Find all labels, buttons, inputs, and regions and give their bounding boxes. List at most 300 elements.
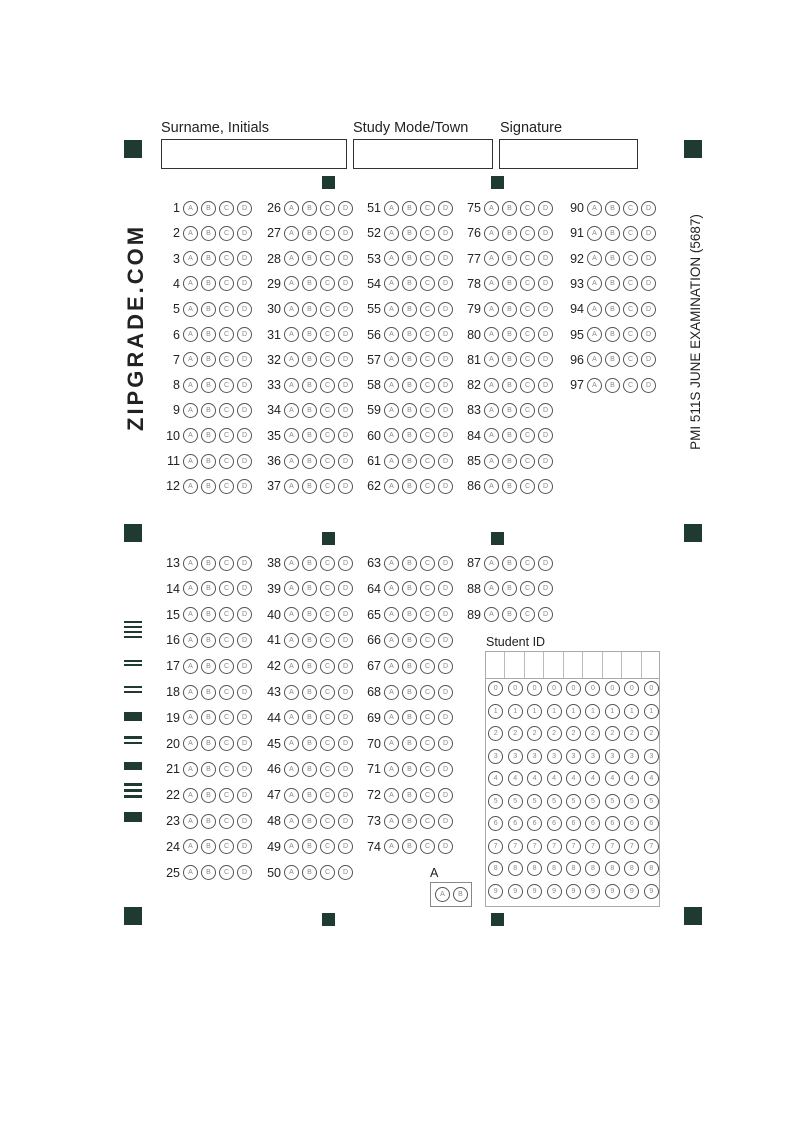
answer-bubble[interactable]: C <box>219 762 234 777</box>
answer-bubble[interactable]: C <box>219 276 234 291</box>
answer-bubble[interactable]: A <box>384 581 399 596</box>
answer-bubble[interactable]: C <box>520 556 535 571</box>
answer-bubble[interactable]: A <box>183 814 198 829</box>
answer-bubble[interactable]: B <box>402 659 417 674</box>
answer-bubble[interactable]: C <box>520 201 535 216</box>
answer-bubble[interactable]: B <box>302 556 317 571</box>
answer-bubble[interactable]: A <box>384 659 399 674</box>
answer-bubble[interactable]: B <box>402 607 417 622</box>
student-id-bubble[interactable]: 7 <box>624 839 639 854</box>
answer-bubble[interactable]: A <box>587 327 602 342</box>
student-id-bubble[interactable]: 0 <box>547 681 562 696</box>
answer-bubble[interactable]: A <box>284 276 299 291</box>
answer-bubble[interactable]: B <box>502 479 517 494</box>
answer-bubble[interactable]: C <box>420 556 435 571</box>
answer-bubble[interactable]: B <box>605 226 620 241</box>
answer-bubble[interactable]: A <box>484 607 499 622</box>
answer-bubble[interactable]: A <box>384 788 399 803</box>
answer-bubble[interactable]: A <box>587 352 602 367</box>
answer-bubble[interactable]: B <box>402 201 417 216</box>
answer-bubble[interactable]: B <box>201 762 216 777</box>
answer-bubble[interactable]: D <box>438 633 453 648</box>
student-id-bubble[interactable]: 9 <box>605 884 620 899</box>
answer-bubble[interactable]: D <box>338 607 353 622</box>
answer-bubble[interactable]: B <box>502 251 517 266</box>
answer-bubble[interactable]: D <box>538 201 553 216</box>
student-id-bubble[interactable]: 6 <box>566 816 581 831</box>
student-id-bubble[interactable]: 2 <box>585 726 600 741</box>
answer-bubble[interactable]: C <box>320 479 335 494</box>
answer-bubble[interactable]: A <box>284 839 299 854</box>
student-id-bubble[interactable]: 5 <box>644 794 659 809</box>
student-id-bubble[interactable]: 9 <box>488 884 503 899</box>
answer-bubble[interactable]: A <box>384 302 399 317</box>
answer-bubble[interactable]: D <box>538 607 553 622</box>
answer-bubble[interactable]: B <box>402 403 417 418</box>
answer-bubble[interactable]: D <box>438 685 453 700</box>
answer-bubble[interactable]: A <box>384 607 399 622</box>
student-id-bubble[interactable]: 6 <box>644 816 659 831</box>
answer-bubble[interactable]: B <box>302 814 317 829</box>
answer-bubble[interactable]: B <box>201 428 216 443</box>
student-id-bubble[interactable]: 4 <box>605 771 620 786</box>
answer-bubble[interactable]: B <box>302 403 317 418</box>
student-id-bubble[interactable]: 1 <box>547 704 562 719</box>
answer-bubble[interactable]: D <box>237 581 252 596</box>
answer-bubble[interactable]: B <box>302 865 317 880</box>
answer-bubble[interactable]: D <box>237 556 252 571</box>
answer-bubble[interactable]: D <box>338 428 353 443</box>
answer-bubble[interactable]: D <box>237 251 252 266</box>
answer-bubble[interactable]: D <box>438 762 453 777</box>
answer-bubble[interactable]: B <box>402 428 417 443</box>
answer-bubble[interactable]: C <box>420 201 435 216</box>
answer-bubble[interactable]: B <box>402 352 417 367</box>
answer-bubble[interactable]: B <box>605 352 620 367</box>
surname-field[interactable] <box>161 139 347 169</box>
answer-bubble[interactable]: B <box>302 581 317 596</box>
answer-bubble[interactable]: C <box>520 226 535 241</box>
answer-bubble[interactable]: D <box>237 865 252 880</box>
answer-bubble[interactable]: B <box>605 251 620 266</box>
answer-bubble[interactable]: D <box>538 428 553 443</box>
student-id-bubble[interactable]: 9 <box>566 884 581 899</box>
answer-bubble[interactable]: A <box>284 556 299 571</box>
student-id-write-cell[interactable] <box>564 652 583 678</box>
answer-bubble[interactable]: C <box>219 428 234 443</box>
answer-bubble[interactable]: D <box>338 839 353 854</box>
answer-bubble[interactable]: A <box>484 251 499 266</box>
answer-bubble[interactable]: D <box>438 276 453 291</box>
student-id-bubble[interactable]: 4 <box>488 771 503 786</box>
student-id-write-cell[interactable] <box>525 652 544 678</box>
answer-bubble[interactable]: D <box>237 226 252 241</box>
answer-bubble[interactable]: A <box>384 378 399 393</box>
student-id-bubble[interactable]: 4 <box>508 771 523 786</box>
answer-bubble[interactable]: A <box>183 556 198 571</box>
answer-bubble[interactable]: D <box>237 788 252 803</box>
answer-bubble[interactable]: B <box>201 659 216 674</box>
answer-bubble[interactable]: B <box>201 479 216 494</box>
student-id-bubble[interactable]: 4 <box>566 771 581 786</box>
answer-bubble[interactable]: B <box>302 251 317 266</box>
student-id-bubble[interactable]: 0 <box>527 681 542 696</box>
answer-bubble[interactable]: A <box>587 201 602 216</box>
student-id-bubble[interactable]: 5 <box>624 794 639 809</box>
answer-bubble[interactable]: D <box>438 378 453 393</box>
student-id-bubble[interactable]: 8 <box>527 861 542 876</box>
answer-bubble[interactable]: B <box>402 302 417 317</box>
answer-bubble[interactable]: A <box>384 839 399 854</box>
answer-bubble[interactable]: C <box>219 581 234 596</box>
student-id-bubble[interactable]: 0 <box>585 681 600 696</box>
answer-bubble[interactable]: D <box>641 276 656 291</box>
answer-bubble[interactable]: B <box>502 454 517 469</box>
answer-bubble[interactable]: D <box>338 378 353 393</box>
answer-bubble[interactable]: D <box>538 302 553 317</box>
answer-bubble[interactable]: A <box>284 736 299 751</box>
answer-bubble[interactable]: B <box>402 556 417 571</box>
answer-bubble[interactable]: C <box>219 251 234 266</box>
answer-bubble[interactable]: B <box>302 710 317 725</box>
answer-bubble[interactable]: B <box>302 736 317 751</box>
answer-bubble[interactable]: A <box>384 454 399 469</box>
answer-bubble[interactable]: C <box>219 710 234 725</box>
student-id-bubble[interactable]: 8 <box>547 861 562 876</box>
answer-bubble[interactable]: B <box>201 865 216 880</box>
student-id-bubble[interactable]: 7 <box>527 839 542 854</box>
student-id-bubble[interactable]: 1 <box>624 704 639 719</box>
answer-bubble[interactable]: B <box>502 378 517 393</box>
answer-bubble[interactable]: A <box>484 428 499 443</box>
answer-bubble[interactable]: C <box>420 378 435 393</box>
answer-bubble[interactable]: C <box>219 865 234 880</box>
student-id-bubble[interactable]: 0 <box>488 681 503 696</box>
student-id-bubble[interactable]: 1 <box>508 704 523 719</box>
answer-bubble[interactable]: A <box>384 556 399 571</box>
answer-bubble[interactable]: A <box>484 327 499 342</box>
answer-bubble[interactable]: C <box>320 814 335 829</box>
answer-bubble[interactable]: A <box>183 685 198 700</box>
answer-bubble[interactable]: B <box>502 201 517 216</box>
student-id-bubble[interactable]: 4 <box>527 771 542 786</box>
answer-bubble[interactable]: B <box>502 352 517 367</box>
student-id-bubble[interactable]: 6 <box>605 816 620 831</box>
answer-bubble[interactable]: A <box>484 556 499 571</box>
student-id-bubble[interactable]: 4 <box>585 771 600 786</box>
student-id-write-cell[interactable] <box>505 652 524 678</box>
answer-bubble[interactable]: B <box>605 327 620 342</box>
answer-bubble[interactable]: A <box>183 352 198 367</box>
student-id-bubble[interactable]: 3 <box>527 749 542 764</box>
answer-bubble[interactable]: D <box>237 685 252 700</box>
answer-bubble[interactable]: D <box>338 201 353 216</box>
answer-bubble[interactable]: B <box>605 378 620 393</box>
answer-bubble[interactable]: C <box>219 633 234 648</box>
answer-bubble[interactable]: D <box>538 226 553 241</box>
answer-bubble[interactable]: C <box>420 226 435 241</box>
student-id-bubble[interactable]: 4 <box>624 771 639 786</box>
answer-bubble[interactable]: D <box>338 479 353 494</box>
answer-bubble[interactable]: D <box>641 201 656 216</box>
student-id-bubble[interactable]: 7 <box>508 839 523 854</box>
answer-bubble[interactable]: C <box>420 403 435 418</box>
answer-bubble[interactable]: A <box>183 276 198 291</box>
answer-bubble[interactable]: D <box>438 302 453 317</box>
student-id-bubble[interactable]: 7 <box>605 839 620 854</box>
answer-bubble[interactable]: B <box>402 581 417 596</box>
answer-bubble[interactable]: D <box>237 302 252 317</box>
answer-bubble[interactable]: D <box>237 352 252 367</box>
answer-bubble[interactable]: B <box>302 428 317 443</box>
student-id-bubble[interactable]: 8 <box>605 861 620 876</box>
answer-bubble[interactable]: B <box>302 226 317 241</box>
answer-bubble[interactable]: D <box>438 226 453 241</box>
answer-bubble[interactable]: B <box>201 302 216 317</box>
answer-bubble[interactable]: C <box>520 327 535 342</box>
answer-bubble[interactable]: C <box>520 403 535 418</box>
answer-bubble[interactable]: A <box>284 788 299 803</box>
answer-bubble[interactable]: B <box>402 762 417 777</box>
answer-bubble[interactable]: C <box>320 378 335 393</box>
answer-bubble[interactable]: D <box>438 710 453 725</box>
student-id-bubble[interactable]: 5 <box>508 794 523 809</box>
answer-bubble[interactable]: D <box>438 428 453 443</box>
student-id-bubble[interactable]: 7 <box>585 839 600 854</box>
answer-bubble[interactable]: C <box>320 788 335 803</box>
answer-bubble[interactable]: A <box>484 403 499 418</box>
answer-bubble[interactable]: C <box>320 607 335 622</box>
answer-bubble[interactable]: A <box>384 201 399 216</box>
answer-bubble[interactable]: C <box>219 403 234 418</box>
answer-bubble[interactable]: A <box>284 378 299 393</box>
answer-bubble[interactable]: B <box>402 685 417 700</box>
student-id-bubble[interactable]: 8 <box>508 861 523 876</box>
answer-bubble[interactable]: D <box>237 736 252 751</box>
answer-bubble[interactable]: D <box>538 378 553 393</box>
answer-bubble[interactable]: C <box>420 814 435 829</box>
answer-bubble[interactable]: C <box>623 327 638 342</box>
answer-bubble[interactable]: A <box>484 378 499 393</box>
student-id-bubble[interactable]: 3 <box>644 749 659 764</box>
answer-bubble[interactable]: D <box>338 581 353 596</box>
answer-bubble[interactable]: C <box>420 454 435 469</box>
answer-bubble[interactable]: B <box>302 276 317 291</box>
student-id-bubble[interactable]: 6 <box>624 816 639 831</box>
answer-bubble[interactable]: B <box>502 428 517 443</box>
answer-bubble[interactable]: A <box>183 865 198 880</box>
student-id-write-cell[interactable] <box>486 652 505 678</box>
answer-bubble[interactable]: D <box>538 251 553 266</box>
student-id-bubble[interactable]: 2 <box>488 726 503 741</box>
answer-bubble[interactable]: A <box>484 352 499 367</box>
answer-bubble[interactable]: C <box>219 302 234 317</box>
answer-bubble[interactable]: D <box>338 403 353 418</box>
answer-bubble[interactable]: C <box>520 479 535 494</box>
answer-bubble[interactable]: D <box>237 659 252 674</box>
answer-bubble[interactable]: B <box>302 839 317 854</box>
student-id-bubble[interactable]: 3 <box>566 749 581 764</box>
answer-bubble[interactable]: B <box>302 762 317 777</box>
answer-bubble[interactable]: C <box>320 302 335 317</box>
answer-bubble[interactable]: D <box>538 454 553 469</box>
answer-bubble[interactable]: B <box>302 352 317 367</box>
answer-bubble[interactable]: A <box>284 710 299 725</box>
answer-bubble[interactable]: C <box>420 251 435 266</box>
answer-bubble[interactable]: D <box>438 352 453 367</box>
student-id-bubble[interactable]: 0 <box>644 681 659 696</box>
answer-bubble[interactable]: B <box>302 454 317 469</box>
answer-bubble[interactable]: A <box>587 378 602 393</box>
answer-bubble[interactable]: C <box>420 607 435 622</box>
answer-bubble[interactable]: D <box>438 839 453 854</box>
answer-bubble[interactable]: A <box>384 352 399 367</box>
answer-bubble[interactable]: A <box>183 454 198 469</box>
answer-bubble[interactable]: A <box>284 201 299 216</box>
answer-bubble[interactable]: B <box>201 814 216 829</box>
student-id-bubble[interactable]: 1 <box>644 704 659 719</box>
answer-bubble[interactable]: C <box>320 633 335 648</box>
answer-bubble[interactable]: C <box>623 226 638 241</box>
student-id-bubble[interactable]: 4 <box>547 771 562 786</box>
answer-bubble[interactable]: B <box>402 454 417 469</box>
answer-bubble[interactable]: D <box>338 276 353 291</box>
answer-bubble[interactable]: C <box>623 201 638 216</box>
answer-bubble[interactable]: B <box>201 839 216 854</box>
answer-bubble[interactable]: D <box>338 556 353 571</box>
answer-bubble[interactable]: A <box>384 479 399 494</box>
answer-bubble[interactable]: C <box>420 685 435 700</box>
answer-bubble[interactable]: A <box>284 352 299 367</box>
answer-bubble[interactable]: C <box>320 581 335 596</box>
answer-bubble[interactable]: D <box>338 814 353 829</box>
student-id-bubble[interactable]: 3 <box>605 749 620 764</box>
answer-bubble[interactable]: A <box>284 226 299 241</box>
answer-bubble[interactable]: C <box>320 685 335 700</box>
answer-bubble[interactable]: C <box>219 479 234 494</box>
answer-bubble[interactable]: B <box>201 378 216 393</box>
answer-bubble[interactable]: C <box>420 428 435 443</box>
answer-bubble[interactable]: B <box>201 403 216 418</box>
student-id-bubble[interactable]: 2 <box>624 726 639 741</box>
answer-bubble[interactable]: C <box>320 659 335 674</box>
answer-bubble[interactable]: D <box>338 736 353 751</box>
answer-bubble[interactable]: D <box>438 201 453 216</box>
answer-bubble[interactable]: B <box>402 814 417 829</box>
answer-bubble[interactable]: A <box>384 276 399 291</box>
answer-bubble[interactable]: C <box>520 454 535 469</box>
answer-bubble[interactable]: C <box>320 865 335 880</box>
answer-bubble[interactable]: D <box>438 454 453 469</box>
answer-bubble[interactable]: D <box>338 659 353 674</box>
answer-bubble[interactable]: A <box>384 685 399 700</box>
student-id-bubble[interactable]: 9 <box>547 884 562 899</box>
answer-bubble[interactable]: B <box>201 736 216 751</box>
answer-bubble[interactable]: B <box>502 556 517 571</box>
answer-bubble[interactable]: B <box>402 276 417 291</box>
answer-bubble[interactable]: D <box>538 556 553 571</box>
answer-bubble[interactable]: A <box>183 201 198 216</box>
answer-bubble[interactable]: A <box>484 226 499 241</box>
answer-bubble[interactable]: A <box>384 762 399 777</box>
answer-bubble[interactable]: A <box>183 327 198 342</box>
answer-bubble[interactable]: C <box>320 428 335 443</box>
answer-bubble[interactable]: C <box>520 378 535 393</box>
answer-bubble[interactable]: A <box>587 302 602 317</box>
answer-bubble[interactable]: B <box>402 736 417 751</box>
answer-bubble[interactable]: C <box>219 814 234 829</box>
answer-bubble[interactable]: B <box>402 633 417 648</box>
student-id-bubble[interactable]: 3 <box>624 749 639 764</box>
answer-bubble[interactable]: A <box>183 251 198 266</box>
answer-bubble[interactable]: C <box>623 276 638 291</box>
answer-bubble[interactable]: A <box>183 736 198 751</box>
answer-bubble[interactable]: C <box>320 710 335 725</box>
answer-bubble[interactable]: D <box>438 479 453 494</box>
answer-bubble[interactable]: C <box>320 556 335 571</box>
answer-bubble[interactable]: C <box>219 352 234 367</box>
student-id-bubble[interactable]: 7 <box>644 839 659 854</box>
answer-bubble[interactable]: C <box>420 788 435 803</box>
answer-bubble[interactable]: C <box>520 276 535 291</box>
answer-bubble[interactable]: D <box>237 762 252 777</box>
answer-bubble[interactable]: A <box>587 226 602 241</box>
answer-bubble[interactable]: C <box>219 839 234 854</box>
student-id-bubble[interactable]: 5 <box>605 794 620 809</box>
answer-bubble[interactable]: B <box>502 327 517 342</box>
answer-bubble[interactable]: A <box>183 428 198 443</box>
answer-bubble[interactable]: B <box>201 454 216 469</box>
signature-field[interactable] <box>499 139 638 169</box>
answer-bubble[interactable]: B <box>302 479 317 494</box>
answer-bubble[interactable]: D <box>237 710 252 725</box>
answer-bubble[interactable]: B <box>402 327 417 342</box>
answer-bubble[interactable]: B <box>302 685 317 700</box>
answer-bubble[interactable]: C <box>420 302 435 317</box>
answer-bubble[interactable]: A <box>183 378 198 393</box>
answer-bubble[interactable]: B <box>201 581 216 596</box>
student-id-bubble[interactable]: 1 <box>527 704 542 719</box>
answer-bubble[interactable]: D <box>338 710 353 725</box>
answer-bubble[interactable]: A <box>284 659 299 674</box>
answer-bubble[interactable]: B <box>302 659 317 674</box>
answer-bubble[interactable]: B <box>402 251 417 266</box>
answer-bubble[interactable]: D <box>641 251 656 266</box>
answer-bubble[interactable]: B <box>402 378 417 393</box>
student-id-bubble[interactable]: 4 <box>644 771 659 786</box>
answer-bubble[interactable]: C <box>320 327 335 342</box>
answer-bubble[interactable]: C <box>320 251 335 266</box>
student-id-bubble[interactable]: 6 <box>585 816 600 831</box>
student-id-bubble[interactable]: 5 <box>488 794 503 809</box>
answer-bubble[interactable]: D <box>237 839 252 854</box>
student-id-bubble[interactable]: 3 <box>585 749 600 764</box>
answer-bubble[interactable]: D <box>338 788 353 803</box>
answer-bubble[interactable]: A <box>284 762 299 777</box>
answer-bubble[interactable]: D <box>338 251 353 266</box>
answer-bubble[interactable]: C <box>420 710 435 725</box>
answer-bubble[interactable]: D <box>338 454 353 469</box>
answer-bubble[interactable]: B <box>502 607 517 622</box>
answer-bubble[interactable]: B <box>201 607 216 622</box>
answer-bubble[interactable]: B <box>201 710 216 725</box>
answer-bubble[interactable]: C <box>320 276 335 291</box>
student-id-bubble[interactable]: 3 <box>508 749 523 764</box>
student-id-bubble[interactable]: 9 <box>585 884 600 899</box>
student-id-bubble[interactable]: 5 <box>547 794 562 809</box>
answer-bubble[interactable]: A <box>183 762 198 777</box>
answer-bubble[interactable]: A <box>183 839 198 854</box>
